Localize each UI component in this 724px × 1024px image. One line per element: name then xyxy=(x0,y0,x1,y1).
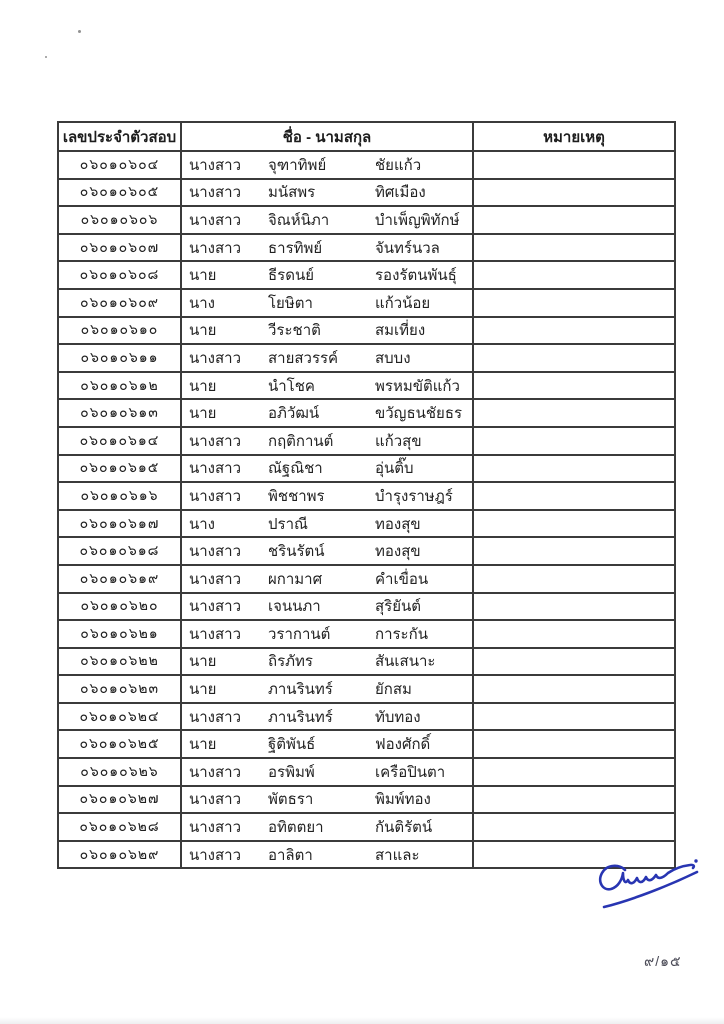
table-row xyxy=(58,179,675,207)
first-name: ผกามาศ xyxy=(268,570,323,588)
signature-ink xyxy=(594,856,704,914)
first-name: ปราณี xyxy=(268,515,308,533)
name-title: นางสาว xyxy=(189,708,242,726)
name-title: นางสาว xyxy=(189,570,242,588)
first-name: จิณห์นิภา xyxy=(268,211,330,229)
table-row xyxy=(58,758,675,786)
last-name: ทิศเมือง xyxy=(375,184,426,202)
last-name: สมเที่ยง xyxy=(375,322,426,340)
name-cell xyxy=(181,648,473,676)
remarks-cell xyxy=(473,730,675,758)
first-name: มนัสพร xyxy=(268,184,316,202)
column-header-remarks: หมายเหตุ xyxy=(473,122,675,151)
name-title: นางสาว xyxy=(189,156,242,174)
exam-id-cell: ๐๖๐๑๐๖๐๘ xyxy=(58,261,181,289)
first-name: ชรินรัตน์ xyxy=(268,543,325,561)
table-row xyxy=(58,730,675,758)
name-title: นาง xyxy=(189,515,216,533)
name-title: นางสาว xyxy=(189,625,242,643)
last-name: แก้วน้อย xyxy=(375,294,431,312)
name-cell xyxy=(181,786,473,814)
remarks-cell xyxy=(473,786,675,814)
last-name: พรหมขัติแก้ว xyxy=(375,377,460,395)
last-name: ฟองศักดิ์ xyxy=(375,736,431,754)
table-row xyxy=(58,565,675,593)
remarks-cell xyxy=(473,151,675,179)
last-name: สันเสนาะ xyxy=(375,653,436,671)
table-row xyxy=(58,786,675,814)
exam-id-cell: ๐๖๐๑๐๖๒๙ xyxy=(58,841,181,869)
table-row xyxy=(58,620,675,648)
exam-id-cell: ๐๖๐๑๐๖๐๔ xyxy=(58,151,181,179)
remarks-cell xyxy=(473,620,675,648)
last-name: พิมพ์ทอง xyxy=(375,791,431,809)
name-cell xyxy=(181,234,473,262)
last-name: รองรัตนพันธุ์ xyxy=(375,267,457,285)
name-cell xyxy=(181,427,473,455)
remarks-cell xyxy=(473,234,675,262)
name-cell xyxy=(181,620,473,648)
name-cell xyxy=(181,344,473,372)
table-row xyxy=(58,675,675,703)
name-cell xyxy=(181,289,473,317)
exam-id-cell: ๐๖๐๑๐๖๒๓ xyxy=(58,675,181,703)
exam-id-cell: ๐๖๐๑๐๖๐๕ xyxy=(58,179,181,207)
remarks-cell xyxy=(473,455,675,483)
first-name: โยษิตา xyxy=(268,294,313,312)
exam-id-cell: ๐๖๐๑๐๖๒๐ xyxy=(58,593,181,621)
table-row xyxy=(58,261,675,289)
exam-id-cell: ๐๖๐๑๐๖๒๖ xyxy=(58,758,181,786)
column-header-name: ชื่อ - นามสกุล xyxy=(181,122,473,151)
name-title: นางสาว xyxy=(189,239,242,257)
exam-id-cell: ๐๖๐๑๐๖๒๕ xyxy=(58,730,181,758)
table-row xyxy=(58,344,675,372)
name-title: นางสาว xyxy=(189,184,242,202)
remarks-cell xyxy=(473,206,675,234)
remarks-cell xyxy=(473,648,675,676)
table-header-row xyxy=(58,122,675,151)
exam-id-cell: ๐๖๐๑๐๖๒๒ xyxy=(58,648,181,676)
exam-id-cell: ๐๖๐๑๐๖๒๑ xyxy=(58,620,181,648)
last-name: ทองสุข xyxy=(375,515,421,533)
table-row xyxy=(58,289,675,317)
exam-id-cell: ๐๖๐๑๐๖๑๔ xyxy=(58,427,181,455)
name-cell xyxy=(181,482,473,510)
exam-id-cell: ๐๖๐๑๐๖๑๙ xyxy=(58,565,181,593)
name-title: นางสาว xyxy=(189,460,242,478)
table-row xyxy=(58,510,675,538)
last-name: กันติรัตน์ xyxy=(375,819,433,837)
exam-id-cell: ๐๖๐๑๐๖๒๔ xyxy=(58,703,181,731)
name-title: นางสาว xyxy=(189,763,242,781)
first-name: พิชชาพร xyxy=(268,487,325,505)
table-header xyxy=(58,122,675,151)
remarks-cell xyxy=(473,758,675,786)
remarks-cell xyxy=(473,565,675,593)
table-row xyxy=(58,372,675,400)
first-name: อรพิมพ์ xyxy=(268,763,315,781)
first-name: จุฑาทิพย์ xyxy=(268,156,327,174)
first-name: วรากานต์ xyxy=(268,625,331,643)
last-name: บำรุงราษฎร์ xyxy=(375,487,453,505)
name-title: นาง xyxy=(189,294,216,312)
table-row xyxy=(58,151,675,179)
name-title: นาย xyxy=(189,653,217,671)
name-cell xyxy=(181,730,473,758)
last-name: อุ่นติ๊บ xyxy=(375,460,414,478)
table-row xyxy=(58,703,675,731)
name-cell xyxy=(181,703,473,731)
exam-id-cell: ๐๖๐๑๐๖๐๖ xyxy=(58,206,181,234)
exam-id-cell: ๐๖๐๑๐๖๑๒ xyxy=(58,372,181,400)
last-name: สาและ xyxy=(375,846,420,864)
exam-id-cell: ๐๖๐๑๐๖๑๗ xyxy=(58,510,181,538)
page-number: ๙/๑๕ xyxy=(644,953,682,969)
last-name: ทับทอง xyxy=(375,708,421,726)
name-cell xyxy=(181,593,473,621)
name-title: นาย xyxy=(189,405,217,423)
remarks-cell xyxy=(473,289,675,317)
name-cell xyxy=(181,399,473,427)
exam-id-cell: ๐๖๐๑๐๖๑๓ xyxy=(58,399,181,427)
remarks-cell xyxy=(473,703,675,731)
remarks-cell xyxy=(473,317,675,345)
name-title: นางสาว xyxy=(189,819,242,837)
name-title: นาย xyxy=(189,377,217,395)
table-row xyxy=(58,427,675,455)
first-name: เจนนภา xyxy=(268,598,321,616)
first-name: กฤติกานต์ xyxy=(268,432,334,450)
name-cell xyxy=(181,206,473,234)
table-row xyxy=(58,317,675,345)
name-title: นางสาว xyxy=(189,846,242,864)
name-title: นางสาว xyxy=(189,211,242,229)
last-name: สุริยันต์ xyxy=(375,598,421,616)
remarks-cell xyxy=(473,372,675,400)
last-name: แก้วสุข xyxy=(375,432,422,450)
name-cell xyxy=(181,813,473,841)
remarks-cell xyxy=(473,344,675,372)
table-row xyxy=(58,482,675,510)
name-cell xyxy=(181,261,473,289)
name-title: นางสาว xyxy=(189,349,242,367)
table-row xyxy=(58,648,675,676)
last-name: ทองสุข xyxy=(375,543,421,561)
remarks-cell xyxy=(473,179,675,207)
name-title: นาย xyxy=(189,322,217,340)
exam-id-cell: ๐๖๐๑๐๖๒๘ xyxy=(58,813,181,841)
name-cell xyxy=(181,841,473,869)
first-name: ภานรินทร์ xyxy=(268,681,333,699)
last-name: ชัยแก้ว xyxy=(375,156,422,174)
exam-id-cell: ๐๖๐๑๐๖๑๕ xyxy=(58,455,181,483)
exam-id-cell: ๐๖๐๑๐๖๑๘ xyxy=(58,537,181,565)
first-name: ธีรดนย์ xyxy=(268,267,314,285)
table-row xyxy=(58,399,675,427)
name-cell xyxy=(181,675,473,703)
table-row xyxy=(58,234,675,262)
scan-speck xyxy=(45,56,47,58)
first-name: ฐิติพันธ์ xyxy=(268,736,316,754)
exam-id-cell: ๐๖๐๑๐๖๐๙ xyxy=(58,289,181,317)
remarks-cell xyxy=(473,427,675,455)
remarks-cell xyxy=(473,537,675,565)
last-name: ขวัญธนชัยธร xyxy=(375,405,463,423)
first-name: สายสวรรค์ xyxy=(268,349,339,367)
first-name: ภานรินทร์ xyxy=(268,708,333,726)
table-row xyxy=(58,455,675,483)
table-row xyxy=(58,206,675,234)
first-name: ถิรภัทร xyxy=(268,653,313,671)
exam-id-cell: ๐๖๐๑๐๖๒๗ xyxy=(58,786,181,814)
name-title: นาย xyxy=(189,267,217,285)
name-cell xyxy=(181,179,473,207)
name-title: นางสาว xyxy=(189,598,242,616)
name-cell xyxy=(181,455,473,483)
exam-id-cell: ๐๖๐๑๐๖๐๗ xyxy=(58,234,181,262)
first-name: วีระชาติ xyxy=(268,322,321,340)
remarks-cell xyxy=(473,261,675,289)
last-name: จันทร์นวล xyxy=(375,239,440,257)
table-row xyxy=(58,537,675,565)
remarks-cell xyxy=(473,482,675,510)
first-name: อภิวัฒน์ xyxy=(268,405,320,423)
exam-id-cell: ๐๖๐๑๐๖๑๑ xyxy=(58,344,181,372)
first-name: ณัฐณิชา xyxy=(268,460,323,478)
name-title: นางสาว xyxy=(189,487,242,505)
table-row xyxy=(58,813,675,841)
remarks-cell xyxy=(473,510,675,538)
candidate-table xyxy=(57,121,676,869)
name-title: นางสาว xyxy=(189,543,242,561)
name-title: นางสาว xyxy=(189,791,242,809)
last-name: การะกัน xyxy=(375,625,428,643)
name-title: นางสาว xyxy=(189,432,242,450)
table-row xyxy=(58,593,675,621)
name-cell xyxy=(181,510,473,538)
name-cell xyxy=(181,317,473,345)
last-name: สบบง xyxy=(375,349,411,367)
name-cell xyxy=(181,565,473,593)
last-name: ยักสม xyxy=(375,681,412,699)
remarks-cell xyxy=(473,813,675,841)
last-name: คำเขื่อน xyxy=(375,570,429,588)
column-header-exam-id: เลขประจำตัวสอบ xyxy=(58,122,181,151)
last-name: เครือปินตา xyxy=(375,763,446,781)
scan-speck xyxy=(78,30,81,33)
first-name: นำโชค xyxy=(268,377,315,395)
name-cell xyxy=(181,151,473,179)
last-name: บำเพ็ญพิทักษ์ xyxy=(375,211,460,229)
name-cell xyxy=(181,537,473,565)
exam-id-cell: ๐๖๐๑๐๖๑๐ xyxy=(58,317,181,345)
scan-edge-shadow xyxy=(0,1017,724,1024)
name-cell xyxy=(181,758,473,786)
remarks-cell xyxy=(473,399,675,427)
first-name: อทิตตยา xyxy=(268,819,324,837)
first-name: ธารทิพย์ xyxy=(268,239,323,257)
first-name: อาลิตา xyxy=(268,846,313,864)
table-row xyxy=(58,841,675,869)
remarks-cell xyxy=(473,675,675,703)
name-title: นาย xyxy=(189,681,217,699)
table-body xyxy=(58,151,675,868)
remarks-cell xyxy=(473,593,675,621)
exam-id-cell: ๐๖๐๑๐๖๑๖ xyxy=(58,482,181,510)
first-name: พัตธรา xyxy=(268,791,314,809)
name-title: นาย xyxy=(189,736,217,754)
name-cell xyxy=(181,372,473,400)
